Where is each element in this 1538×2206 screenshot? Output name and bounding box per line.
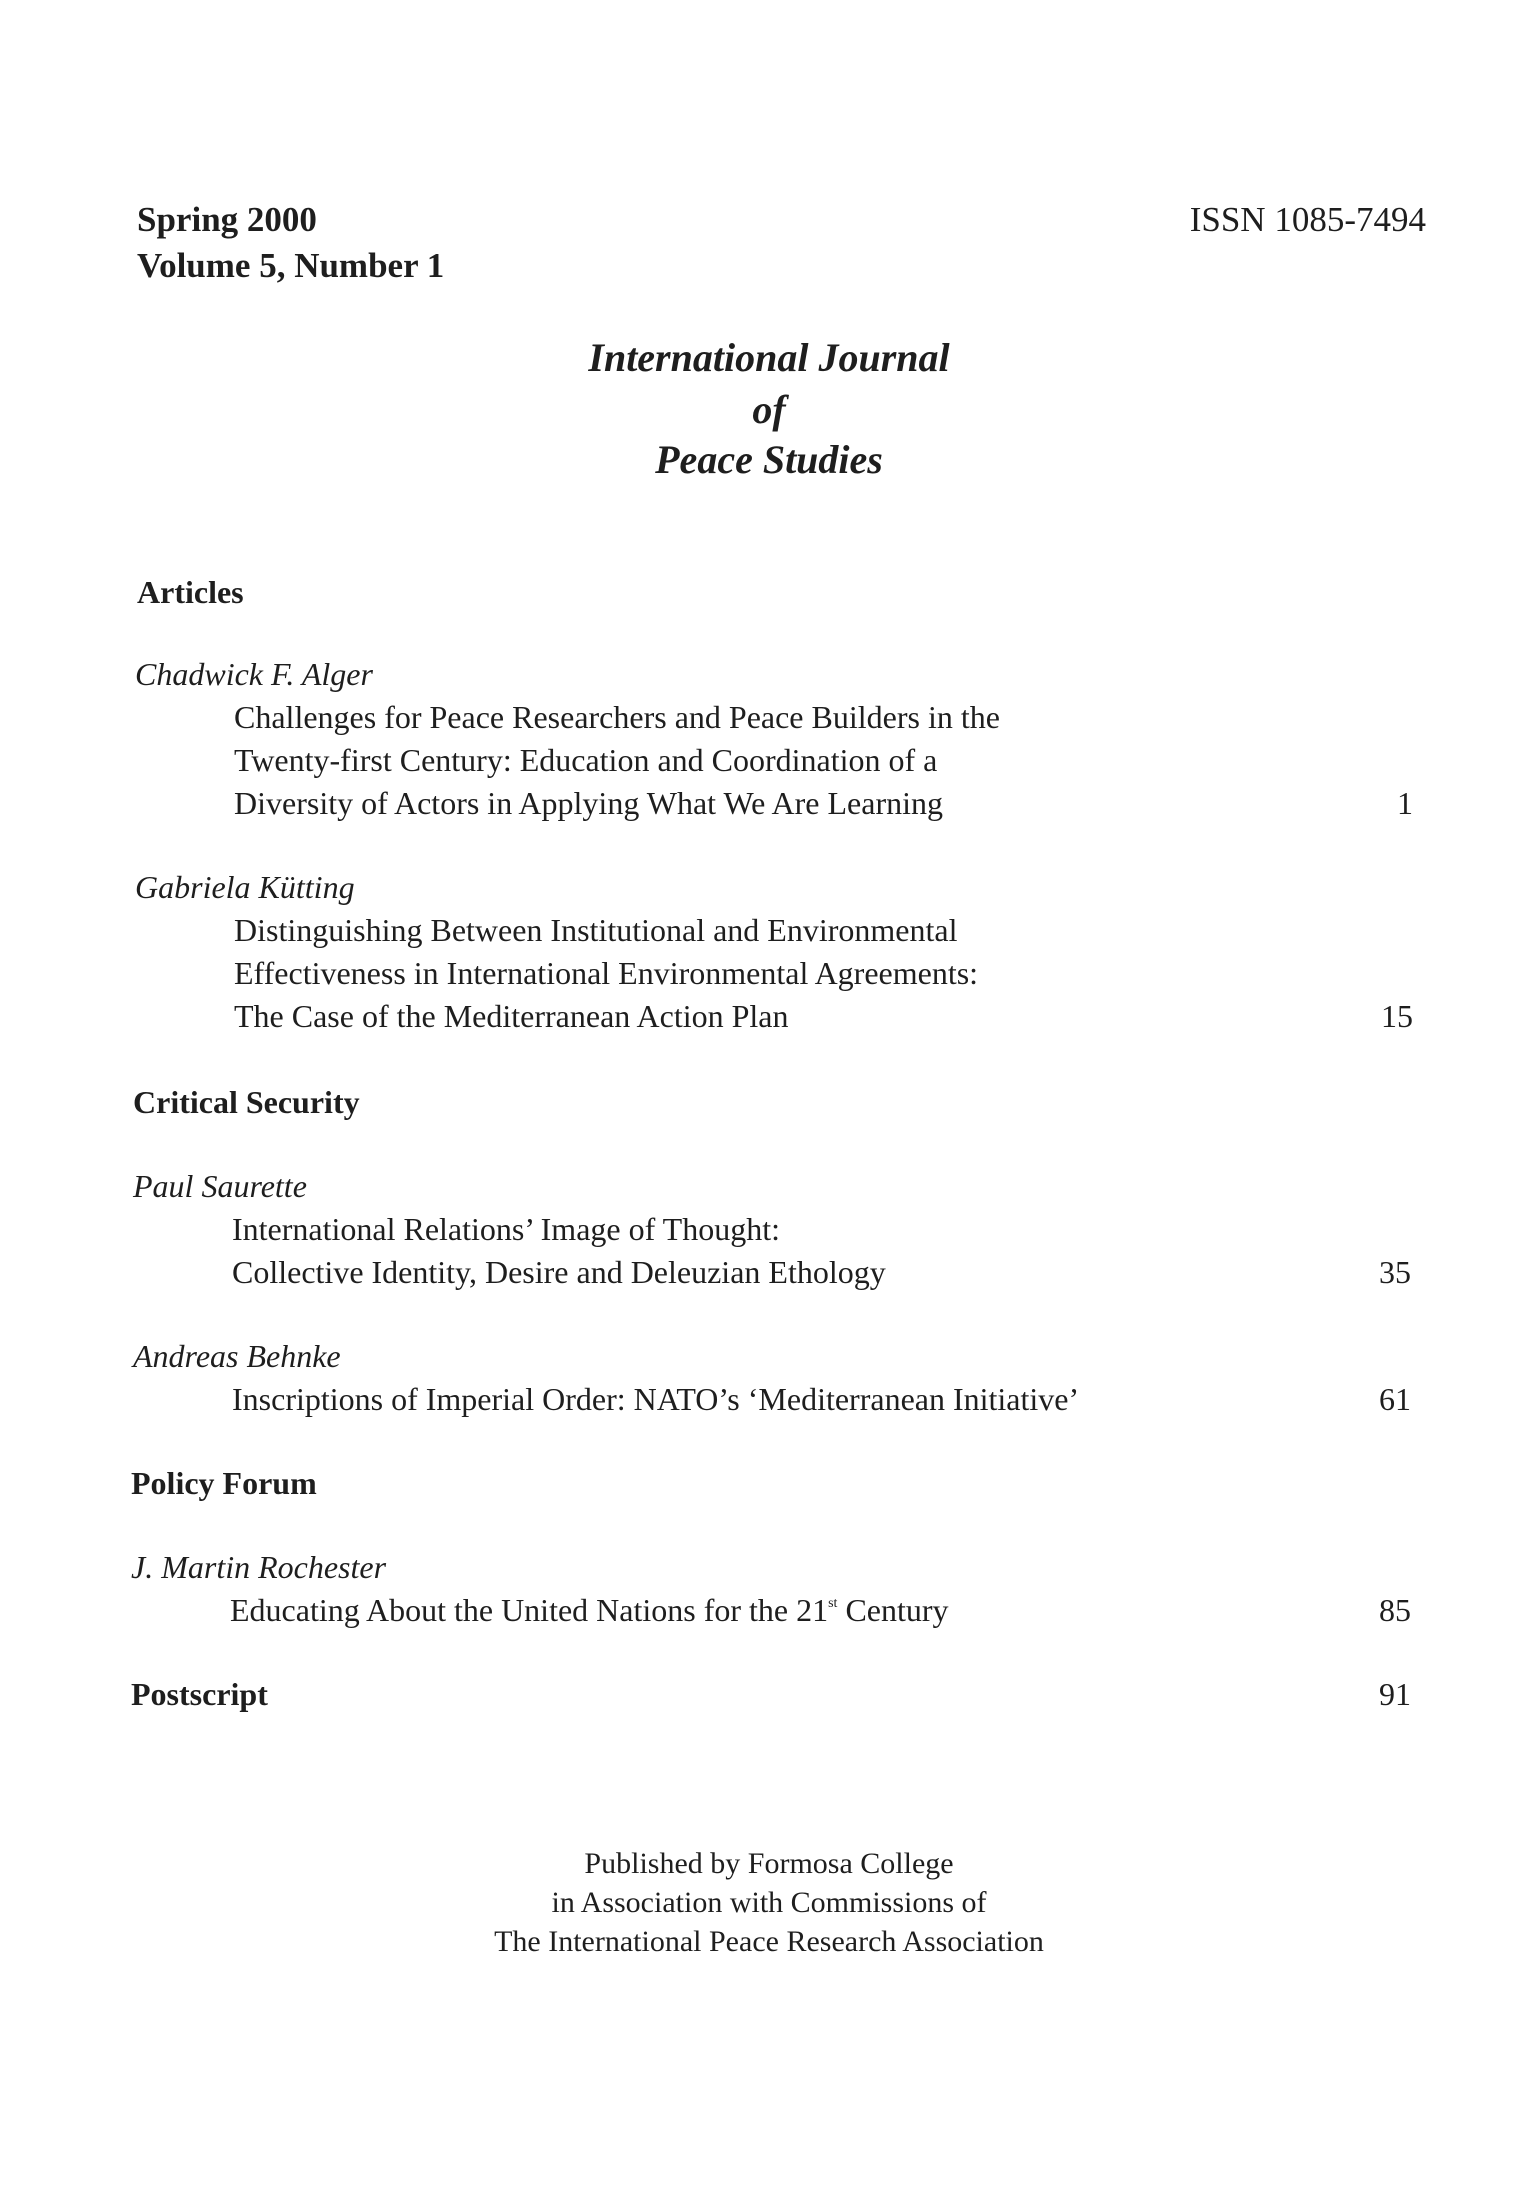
- publisher-line1: Published by Formosa College: [584, 1847, 954, 1880]
- entry-page-number: 61: [1379, 1381, 1411, 1417]
- entry-author: Chadwick F. Alger: [135, 656, 373, 692]
- entry-page-number: 1: [1397, 785, 1413, 821]
- section-heading-articles: Articles: [137, 574, 244, 610]
- journal-title-line1: International Journal: [588, 335, 950, 380]
- entry-title-line: Educating About the United Nations for the 21st Century: [230, 1592, 949, 1628]
- section-heading-critical-security: Critical Security: [133, 1084, 360, 1120]
- entry-title-line: Inscriptions of Imperial Order: NATO’s ‘Mediterranean Initiative’: [232, 1381, 1080, 1417]
- entry-page-number: 35: [1379, 1254, 1411, 1290]
- postscript-page-number: 91: [1379, 1676, 1411, 1712]
- entry-page-number: 15: [1381, 998, 1413, 1034]
- journal-title-line2: of: [752, 387, 786, 432]
- issue-season: Spring 2000: [137, 200, 317, 239]
- entry-title-line: Twenty-first Century: Education and Coordination of a: [234, 742, 938, 778]
- entry-title-line: Challenges for Peace Researchers and Peace Builders in the: [234, 699, 1000, 735]
- entry-title-line: Effectiveness in International Environmental Agreements:: [234, 955, 979, 991]
- section-heading-postscript: Postscript: [131, 1676, 268, 1712]
- issn: ISSN 1085-7494: [1189, 200, 1426, 239]
- issue-volume: Volume 5, Number 1: [137, 246, 445, 285]
- entry-title-line: Collective Identity, Desire and Deleuzian Ethology: [232, 1254, 886, 1290]
- entry-title-line: International Relations’ Image of Thought:: [232, 1211, 780, 1247]
- entry-author: Paul Saurette: [133, 1168, 307, 1204]
- entry-title-line: The Case of the Mediterranean Action Plan: [234, 998, 789, 1034]
- entry-author: Gabriela Kütting: [135, 869, 355, 905]
- entry-title-line: Distinguishing Between Institutional and Environmental: [234, 912, 958, 948]
- publisher-line3: The International Peace Research Association: [494, 1925, 1044, 1958]
- journal-title-line3: Peace Studies: [655, 437, 883, 482]
- entry-page-number: 85: [1379, 1592, 1411, 1628]
- entry-title-line: Diversity of Actors in Applying What We Are Learning: [234, 785, 943, 821]
- entry-author: J. Martin Rochester: [131, 1549, 387, 1585]
- entry-author: Andreas Behnke: [133, 1338, 341, 1374]
- publisher-line2: in Association with Commissions of: [551, 1886, 987, 1919]
- section-heading-policy-forum: Policy Forum: [131, 1465, 317, 1501]
